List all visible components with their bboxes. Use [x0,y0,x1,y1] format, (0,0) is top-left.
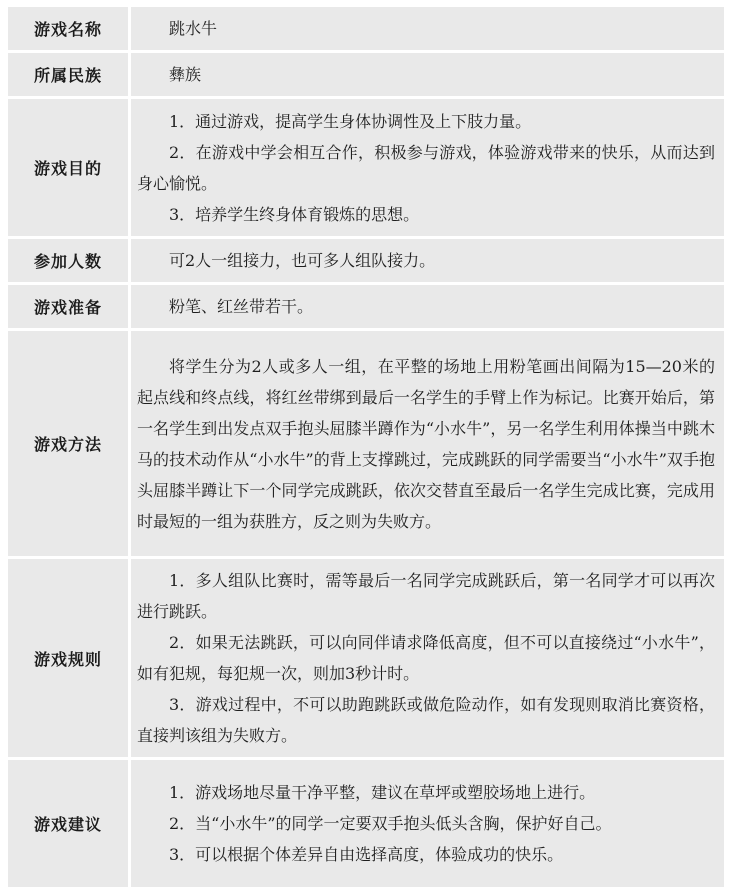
row-purpose [8,98,724,238]
row-label-game-name: 游戏名称 [33,20,102,39]
game-name-value: 跳水牛 [169,19,218,38]
content-cell [130,284,725,330]
label-cell [8,98,130,238]
row-label-purpose: 游戏目的 [33,159,102,178]
content-cell [130,7,725,52]
row-game-name [8,7,724,52]
label-cell [8,7,130,52]
row-suggestions [8,759,724,889]
content-cell [130,759,725,889]
rule-item-2: 2．如果无法跳跃，可以向同伴请求降低高度，但不可以直接绕过“小水牛”，如有犯规，每犯规一次，则加3秒计时。 [137,633,715,683]
content-cell [130,98,725,238]
purpose-item-3: 3．培养学生终身体育锻炼的思想。 [169,204,420,224]
row-label-suggestions: 游戏建议 [33,815,102,834]
row-ethnicity [8,52,724,98]
participants-value: 可2人一组接力，也可多人组队接力。 [169,251,436,270]
method-text: 将学生分为2人或多人一组，在平整的场地上用粉笔画出间隔为15—20米的起点线和终点线，将红丝带绑到最后一名学生的手臂上作为标记。比赛开始后，第一名学生到出发点双手抱头屈膝半蹲作为“小水牛”，另一名学生利用体操当中跳木马的技术动作从“小水牛”的背上支撑跳过，完成跳跃的同学需要当“小水牛”双手抱头屈膝半蹲让下一个同学完成跳跃，依次交替直至最后一名学生完成比赛，完成用时最短的一组为获胜方，反之则为失败方。 [137,356,715,531]
row-label-participants: 参加人数 [33,252,102,271]
label-cell [8,52,130,98]
content-cell [130,52,725,98]
ethnicity-value: 彝族 [169,65,202,84]
content-cell [130,558,725,759]
purpose-item-1: 1．通过游戏，提高学生身体协调性及上下肢力量。 [169,111,532,131]
suggestion-item-1: 1．游戏场地尽量干净平整，建议在草坪或塑胶场地上进行。 [169,783,596,802]
content-cell [130,330,725,558]
row-label-rules: 游戏规则 [33,649,102,669]
row-participants [8,238,724,284]
preparation-value: 粉笔、红丝带若干。 [169,297,314,316]
rule-item-1: 1．多人组队比赛时，需等最后一名同学完成跳跃后，第一名同学才可以再次进行跳跃。 [137,571,715,621]
suggestion-item-3: 3．可以根据个体差异自由选择高度，体验成功的快乐。 [169,845,564,864]
rule-item-3: 3．游戏过程中，不可以助跑跳跃或做危险动作，如有发现则取消比赛资格，直接判该组为失败方。 [137,695,715,745]
content-cell [130,238,725,284]
label-cell [8,284,130,330]
label-cell [8,558,130,759]
suggestion-item-2: 2．当“小水牛”的同学一定要双手抱头低头含胸，保护好自己。 [169,814,612,833]
row-label-preparation: 游戏准备 [33,298,102,317]
row-method [8,330,724,558]
row-label-method: 游戏方法 [33,435,102,454]
label-cell [8,238,130,284]
row-rules [8,558,724,759]
purpose-item-2: 2．在游戏中学会相互合作，积极参与游戏，体验游戏带来的快乐，从而达到身心愉悦。 [137,142,715,193]
label-cell [8,330,130,558]
label-cell [8,759,130,889]
row-label-ethnicity: 所属民族 [33,66,102,85]
row-preparation [8,284,724,330]
game-info-table [8,7,724,890]
